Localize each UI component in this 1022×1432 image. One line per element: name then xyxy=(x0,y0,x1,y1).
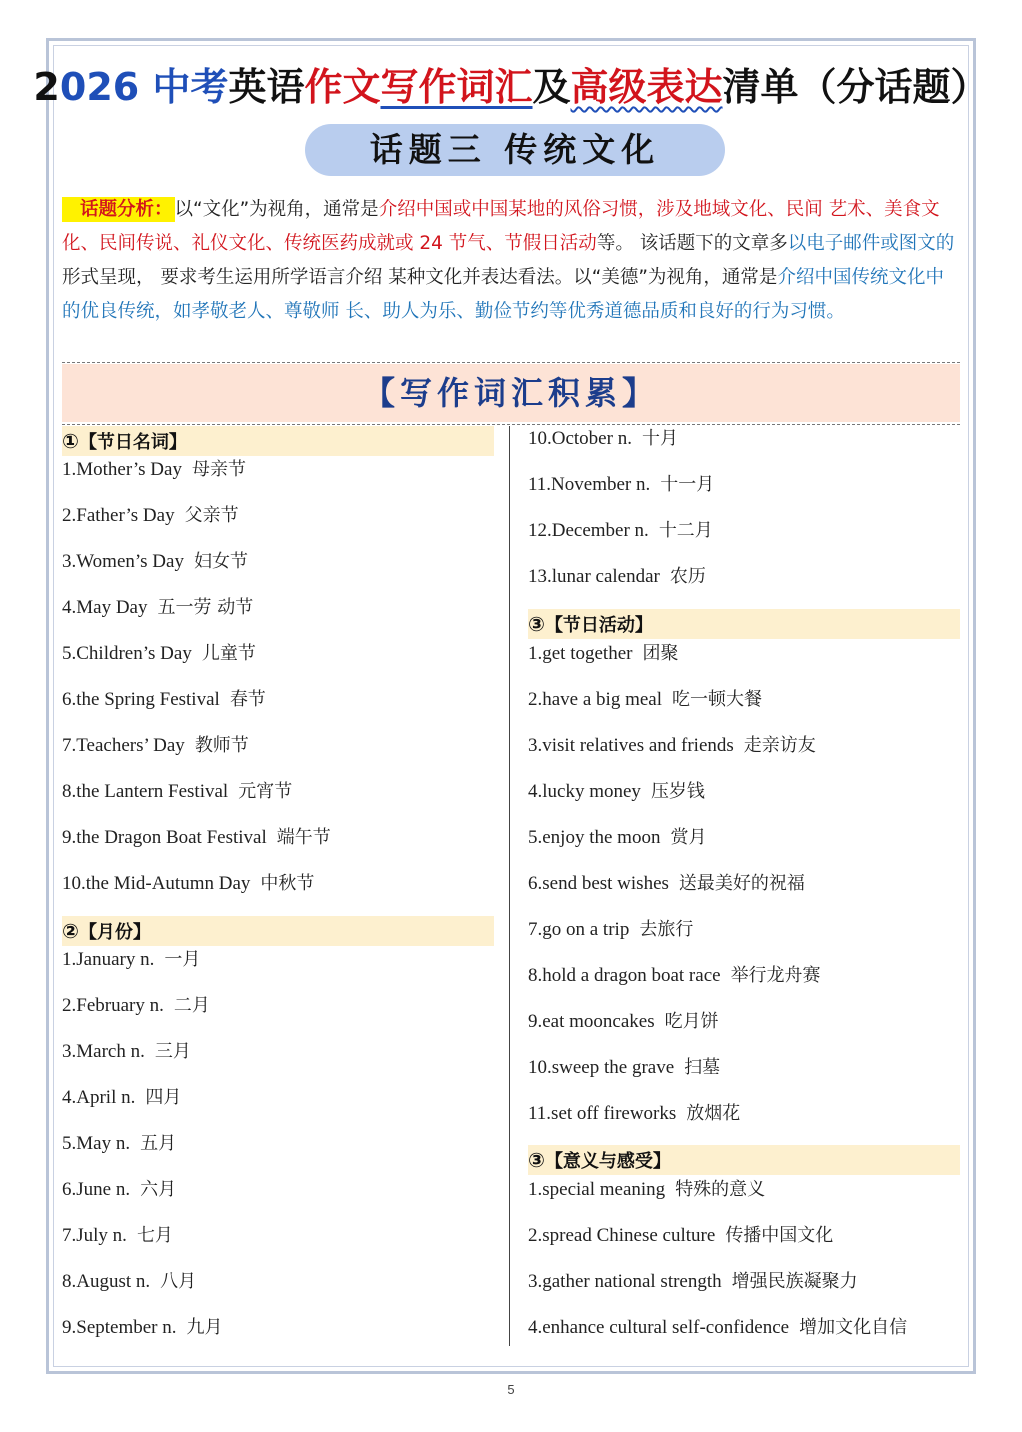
vocab-item xyxy=(62,1270,196,1294)
vocab-chinese: 七月 xyxy=(136,1225,173,1246)
title-part-1: 2 xyxy=(33,65,60,109)
topic-heading: 话题三 传统文化 xyxy=(305,124,725,176)
vocab-banner: 【写作词汇积累】 xyxy=(62,364,960,422)
vocab-chinese: 十二月 xyxy=(658,520,713,541)
vocab-english: 3.March n. xyxy=(62,1041,145,1062)
vocab-english: 9.September n. xyxy=(62,1317,177,1338)
vocab-chinese: 团聚 xyxy=(642,643,679,664)
vocab-chinese: 一月 xyxy=(164,949,201,970)
vocab-english: 6.send best wishes xyxy=(528,873,669,894)
vocab-english: 1.January n. xyxy=(62,949,155,970)
vocab-english: 1.special meaning xyxy=(528,1179,666,1200)
vocab-english: 7.Teachers’ Day xyxy=(62,735,185,756)
vocab-item xyxy=(528,1224,833,1248)
section-title: 【意义与感受】 xyxy=(544,1151,671,1172)
vocab-english: 1.get together xyxy=(528,643,633,664)
vocab-item xyxy=(528,1102,740,1126)
analysis-label: 话题分析： xyxy=(62,197,175,222)
vocab-item xyxy=(528,1316,907,1340)
vocab-item xyxy=(62,688,266,712)
vocab-item xyxy=(62,872,314,896)
vocab-english: 4.April n. xyxy=(62,1087,136,1108)
vocab-chinese: 增加文化自信 xyxy=(799,1317,908,1338)
title-part-9: 高级表达 xyxy=(570,65,723,109)
page-title xyxy=(0,56,1022,111)
vocab-english: 13.lunar calendar xyxy=(528,566,660,587)
vocab-chinese: 举行龙舟赛 xyxy=(730,965,821,986)
vocab-chinese: 二月 xyxy=(173,995,210,1016)
section-header-months xyxy=(62,916,494,946)
vocab-chinese: 妇女节 xyxy=(193,551,248,572)
title-part-3: 26 xyxy=(86,65,153,109)
vocab-chinese: 九月 xyxy=(186,1317,223,1338)
vocab-item xyxy=(62,1086,181,1110)
vocab-chinese: 母亲节 xyxy=(191,459,246,480)
vocab-item xyxy=(528,473,714,497)
vocab-english: 4.May Day xyxy=(62,597,148,618)
divider-dashed-bottom xyxy=(62,424,960,425)
vocab-item xyxy=(528,427,678,451)
vocab-item xyxy=(62,780,292,804)
vocab-item xyxy=(62,994,210,1018)
vocab-item xyxy=(528,918,693,942)
vocab-english: 12.December n. xyxy=(528,520,649,541)
section-number: ③ xyxy=(528,1148,545,1172)
section-title: 【月份】 xyxy=(78,922,151,943)
vocab-english: 2.have a big meal xyxy=(528,689,663,710)
vocab-english: 1.Mother’s Day xyxy=(62,459,182,480)
vocab-english: 8.August n. xyxy=(62,1271,151,1292)
title-part-5: 英语 xyxy=(228,65,305,109)
vocab-english: 7.go on a trip xyxy=(528,919,630,940)
section-title: 【节日名词】 xyxy=(78,432,187,453)
vocab-item xyxy=(528,780,705,804)
column-divider xyxy=(509,426,510,1346)
section-number: ② xyxy=(62,919,79,943)
vocab-item xyxy=(528,964,821,988)
vocab-chinese: 端午节 xyxy=(276,827,331,848)
vocab-item xyxy=(528,734,816,758)
vocab-english: 6.the Spring Festival xyxy=(62,689,220,710)
vocab-english: 11.set off fireworks xyxy=(528,1103,677,1124)
section-header-festivals xyxy=(62,426,494,456)
vocab-chinese: 吃一顿大餐 xyxy=(672,689,763,710)
vocab-chinese: 八月 xyxy=(160,1271,197,1292)
vocab-chinese: 传播中国文化 xyxy=(725,1225,834,1246)
vocab-item xyxy=(62,596,253,620)
vocab-chinese: 赏月 xyxy=(670,827,707,848)
vocab-english: 9.eat mooncakes xyxy=(528,1011,655,1032)
vocab-chinese: 特殊的意义 xyxy=(675,1179,766,1200)
vocab-item xyxy=(62,550,248,574)
title-part-6: 作文 xyxy=(304,65,381,109)
section-header-activities xyxy=(528,609,960,639)
vocab-item xyxy=(62,1132,176,1156)
vocab-chinese: 儿童节 xyxy=(201,643,256,664)
vocab-english: 2.spread Chinese culture xyxy=(528,1225,716,1246)
vocab-english: 10.October n. xyxy=(528,428,632,449)
vocab-english: 8.the Lantern Festival xyxy=(62,781,229,802)
vocab-item xyxy=(528,1270,858,1294)
vocab-english: 2.Father’s Day xyxy=(62,505,175,526)
vocab-chinese: 走亲访友 xyxy=(743,735,816,756)
vocab-english: 2.February n. xyxy=(62,995,164,1016)
vocab-chinese: 送最美好的祝福 xyxy=(678,873,805,894)
vocab-chinese: 中秋节 xyxy=(260,873,315,894)
title-part-8: 及 xyxy=(532,65,571,109)
vocab-english: 3.gather national strength xyxy=(528,1271,722,1292)
vocab-english: 3.Women’s Day xyxy=(62,551,184,572)
vocab-english: 8.hold a dragon boat race xyxy=(528,965,721,986)
vocab-chinese: 压岁钱 xyxy=(650,781,705,802)
vocab-english: 6.June n. xyxy=(62,1179,131,1200)
vocab-chinese: 五月 xyxy=(140,1133,177,1154)
vocab-english: 9.the Dragon Boat Festival xyxy=(62,827,267,848)
vocab-english: 11.November n. xyxy=(528,474,651,495)
vocab-chinese: 增强民族凝聚力 xyxy=(731,1271,858,1292)
vocab-item xyxy=(62,1224,173,1248)
vocab-item xyxy=(528,1010,719,1034)
vocab-chinese: 十一月 xyxy=(660,474,715,495)
vocab-item xyxy=(62,826,331,850)
vocab-chinese: 三月 xyxy=(154,1041,191,1062)
title-part-4: 中考 xyxy=(152,65,229,109)
divider-dashed-top xyxy=(62,362,960,363)
title-part-7: 写作词汇 xyxy=(380,65,533,109)
vocab-item xyxy=(528,565,706,589)
vocab-item xyxy=(528,826,706,850)
vocab-item xyxy=(62,1178,176,1202)
analysis-text-2: 介绍中国或中国某地的风俗习惯，涉及地域文化、民间 艺术、美食文化、民间传说、礼仪文化、传统医药成就或 24 节气、节假日活动 xyxy=(62,199,940,254)
vocab-item xyxy=(528,872,805,896)
title-part-10: 清单（分话题） xyxy=(722,65,989,109)
vocab-item xyxy=(62,504,239,528)
page-number: 5 xyxy=(507,1382,515,1397)
title-part-2: 0 xyxy=(59,65,87,109)
vocab-english: 4.enhance cultural self-confidence xyxy=(528,1317,790,1338)
vocab-chinese: 六月 xyxy=(140,1179,177,1200)
section-title: 【节日活动】 xyxy=(544,615,653,636)
vocab-chinese: 五一劳 动节 xyxy=(157,597,254,618)
vocab-item xyxy=(62,734,249,758)
vocab-item xyxy=(528,642,678,666)
vocab-item xyxy=(528,1056,720,1080)
vocab-chinese: 元宵节 xyxy=(238,781,293,802)
vocab-chinese: 四月 xyxy=(145,1087,182,1108)
analysis-text-7: 。 xyxy=(826,301,845,322)
vocab-chinese: 教师节 xyxy=(194,735,249,756)
vocab-chinese: 去旅行 xyxy=(639,919,694,940)
vocab-english: 3.visit relatives and friends xyxy=(528,735,734,756)
vocab-item xyxy=(62,642,256,666)
vocab-english: 5.May n. xyxy=(62,1133,131,1154)
vocab-item xyxy=(528,519,713,543)
vocab-chinese: 农历 xyxy=(669,566,706,587)
vocab-chinese: 吃月饼 xyxy=(664,1011,719,1032)
vocab-item xyxy=(62,1040,191,1064)
section-header-meaning xyxy=(528,1145,960,1175)
vocab-item xyxy=(528,688,762,712)
vocab-chinese: 十月 xyxy=(641,428,678,449)
analysis-text-4: 以电子邮件或图文的 xyxy=(787,233,955,254)
vocab-item xyxy=(62,948,200,972)
vocab-english: 4.lucky money xyxy=(528,781,641,802)
vocab-chinese: 父亲节 xyxy=(184,505,239,526)
vocab-item xyxy=(528,1178,765,1202)
analysis-text-1: 以“文化”为视角，通常是 xyxy=(174,199,379,220)
vocab-english: 5.enjoy the moon xyxy=(528,827,661,848)
vocab-item xyxy=(62,1316,223,1340)
topic-analysis xyxy=(62,193,962,329)
analysis-text-3: 等。 该话题下的文章多 xyxy=(596,233,788,254)
vocab-item xyxy=(62,458,246,482)
analysis-text-5: 形式呈现， 要求考生运用所学语言介绍 某种文化并表达看法。以“美德”为视角，通常是 xyxy=(62,267,778,288)
vocab-english: 5.Children’s Day xyxy=(62,643,192,664)
vocab-chinese: 春节 xyxy=(229,689,266,710)
vocab-chinese: 放烟花 xyxy=(686,1103,741,1124)
vocab-chinese: 扫墓 xyxy=(684,1057,721,1078)
vocab-english: 10.the Mid-Autumn Day xyxy=(62,873,251,894)
vocab-english: 7.July n. xyxy=(62,1225,127,1246)
vocab-english: 10.sweep the grave xyxy=(528,1057,675,1078)
analysis-text-6: 介绍中国传统文化中的优良传统，如孝敬老人、尊敬师 长、助人为乐、勤俭节约等优秀道德品质和良好的行为习惯 xyxy=(62,267,944,322)
section-number: ① xyxy=(62,429,79,453)
section-number: ③ xyxy=(528,612,545,636)
